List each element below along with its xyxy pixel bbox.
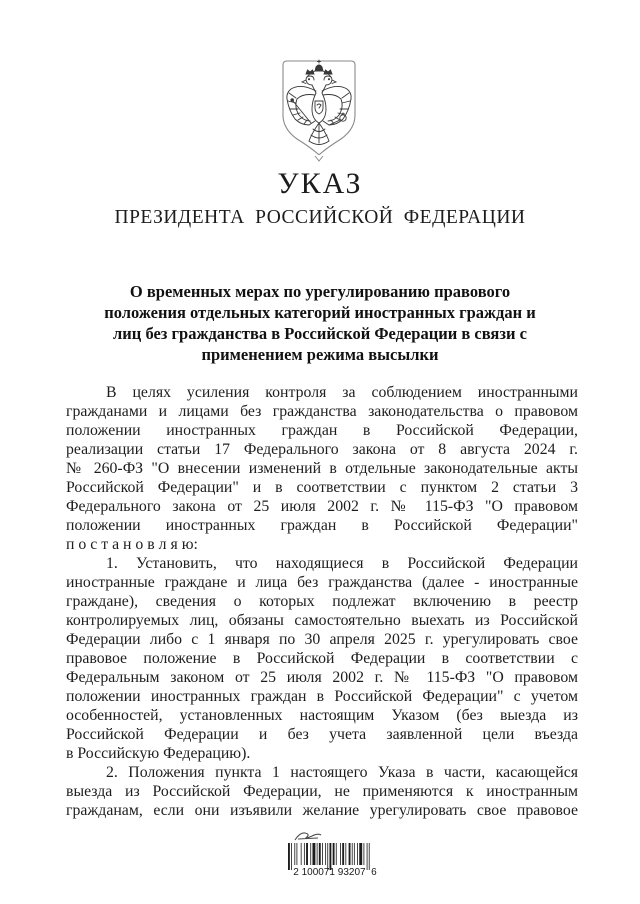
russian-coat-of-arms-icon [279,59,359,163]
body-line: 2. Положения пункта 1 настоящего Указа в части, касающейся [106,764,578,781]
body-line: Российской Федерации и без учета заявленной цели въезда [66,726,578,743]
body-line: Федерации либо с 1 января по 30 апреля 2025 г. урегулировать свое [66,631,578,648]
body-line: Федеральным законом от 25 июля 2002 г. № 115-ФЗ "О правовом [66,669,578,686]
heading-line: О временных мерах по урегулированию правового [129,282,511,301]
body-line: иностранные граждане и лица без гражданства (далее - иностранные [66,574,578,591]
body-line: реализации статьи 17 Федерального закона от 8 августа 2024 г. [66,441,578,458]
body-line: правовое положение в Российской Федерации в соответствии с [66,650,578,667]
document-title: УКАЗ [277,167,363,200]
shield-notch [315,156,323,161]
body-line: № 260-ФЗ "О внесении изменений в отдельные законодательные акты [66,460,578,477]
decree-heading [90,281,550,365]
handwritten-mark-icon [292,829,324,843]
body-line: п о с т а н о в л я ю: [66,536,198,553]
body-line: граждане), сведения о которых подлежат включению в реестр [66,593,578,610]
body-line: особенностей, установленных настоящим Указом (без выезда из [66,707,578,724]
body-line: положении иностранных граждан в Российской Федерации" с учетом [66,688,578,705]
heading-line: лиц без гражданства в Российской Федерации в связи с [113,324,527,343]
barcode-digits: 2 100071 93207 6 [293,867,377,878]
body-line: Российской Федерации" и в соответствии с пунктом 2 статьи 3 [66,479,578,496]
body-line: гражданами и лицами без гражданства законодательства о правовом [66,403,578,420]
double-headed-eagle [287,60,351,145]
decree-body [66,383,578,820]
body-line: Федерального закона от 25 июля 2002 г. № 115-ФЗ "О правовом [66,498,578,515]
body-line: выезда из Российской Федерации, не применяются к иностранным [66,783,578,800]
body-line: положении иностранных граждан в Российской Федерации" [66,517,578,534]
body-line: контролируемых лиц, обязаны самостоятельно выехать из Российской [66,612,578,629]
heading-line: применением режима высылки [201,345,439,364]
body-line: гражданам, если они изъявили желание урегулировать свое правовое [66,802,578,819]
body-line: В целях усиления контроля за соблюдением иностранными [106,384,578,401]
body-line: 1. Установить, что находящиеся в Российской Федерации [106,555,578,572]
body-line: положении иностранных граждан в Российской Федерации, [66,422,578,439]
document-subtitle: ПРЕЗИДЕНТА РОССИЙСКОЙ ФЕДЕРАЦИИ [114,207,526,228]
body-line: в Российскую Федерацию). [66,745,251,762]
heading-line: положения отдельных категорий иностранных граждан и [104,303,536,322]
